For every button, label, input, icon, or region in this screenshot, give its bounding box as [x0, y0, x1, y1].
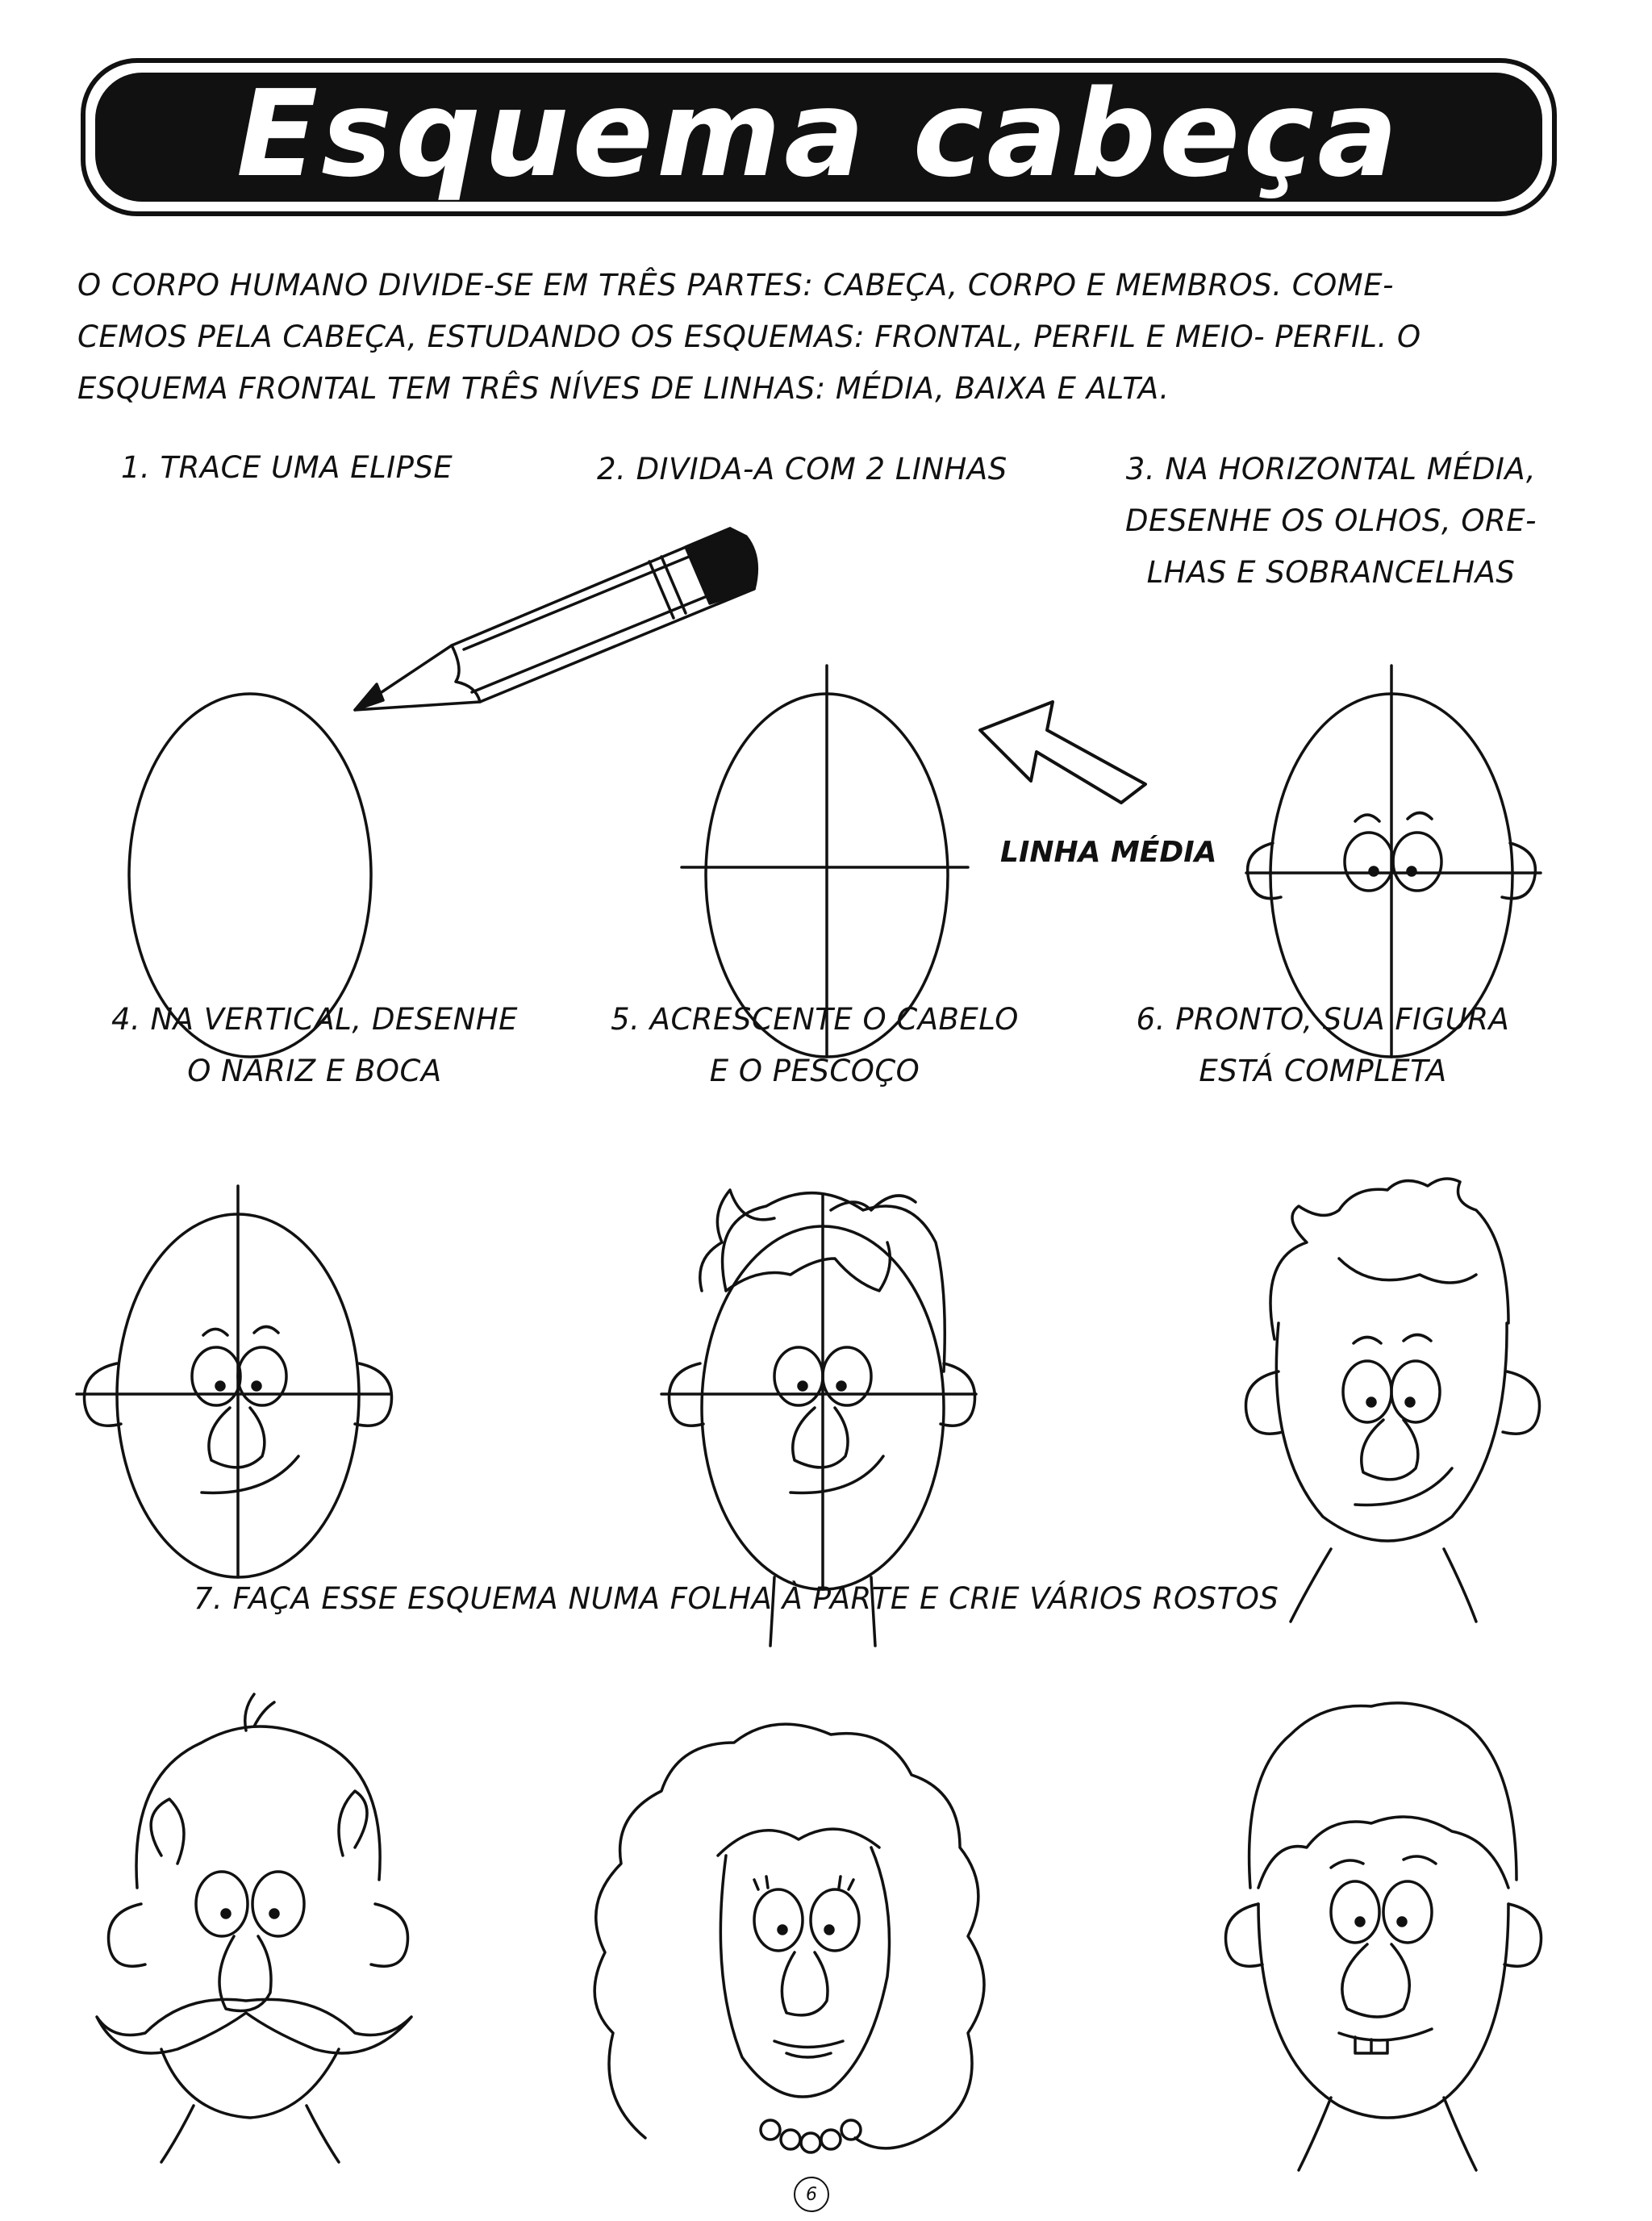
- intro-line-3: ESQUEMA FRONTAL TEM TRÊS NÍVES DE LINHAS: MÉDIA, BAIXA E ALTA.: [77, 371, 1170, 406]
- step-4-head: [77, 1186, 392, 1577]
- woman-face: [594, 1724, 984, 2152]
- step-7-line-1: 7. FAÇA ESSE ESQUEMA NUMA FOLHA À PARTE E CRIE VÁRIOS ROSTOS: [194, 1581, 1279, 1616]
- step-3-line-2: DESENHE OS OLHOS, ORE-: [1125, 503, 1537, 538]
- step-5-line-1: 5. ACRESCENTE O CABELO: [611, 1002, 1019, 1037]
- step-2-line-1: 2. DIVIDA-A COM 2 LINHAS: [597, 452, 1007, 486]
- step-6-line-1: 6. PRONTO, SUA FIGURA: [1136, 1002, 1510, 1037]
- step-2-head: [682, 666, 968, 1057]
- intro-line-2: CEMOS PELA CABEÇA, ESTUDANDO OS ESQUEMAS: FRONTAL, PERFIL E MEIO- PERFIL. O: [77, 319, 1421, 354]
- step-6-line-2: ESTÁ COMPLETA: [1199, 1054, 1447, 1088]
- pencil-icon: [355, 528, 757, 710]
- old-man-face: [97, 1694, 411, 2162]
- intro-line-1: O CORPO HUMANO DIVIDE-SE EM TRÊS PARTES: CABEÇA, CORPO E MEMBROS. COME-: [77, 268, 1394, 303]
- arrow-icon: [980, 702, 1145, 803]
- step-6-head: [1246, 1179, 1540, 1622]
- step-4-line-1: 4. NA VERTICAL, DESENHE: [111, 1002, 519, 1037]
- step-3-head: [1246, 666, 1541, 1057]
- step-5-head: [661, 1190, 976, 1646]
- step-1-oval: [129, 694, 371, 1057]
- step-3-line-1: 3. NA HORIZONTAL MÉDIA,: [1125, 452, 1537, 486]
- page-number: 6: [794, 2177, 829, 2212]
- step-4-line-2: O NARIZ E BOCA: [187, 1054, 442, 1088]
- necklace-beads: [761, 2120, 861, 2152]
- linha-media-label: LINHA MÉDIA: [1000, 836, 1217, 869]
- step-3-line-3: LHAS E SOBRANCELHAS: [1146, 555, 1516, 590]
- step-1-line-1: 1. TRACE UMA ELIPSE: [121, 450, 453, 485]
- step-5-line-2: E O PESCOÇO: [709, 1054, 920, 1088]
- page-title: Esquema cabeça: [236, 65, 1401, 203]
- boy-face: [1226, 1703, 1541, 2170]
